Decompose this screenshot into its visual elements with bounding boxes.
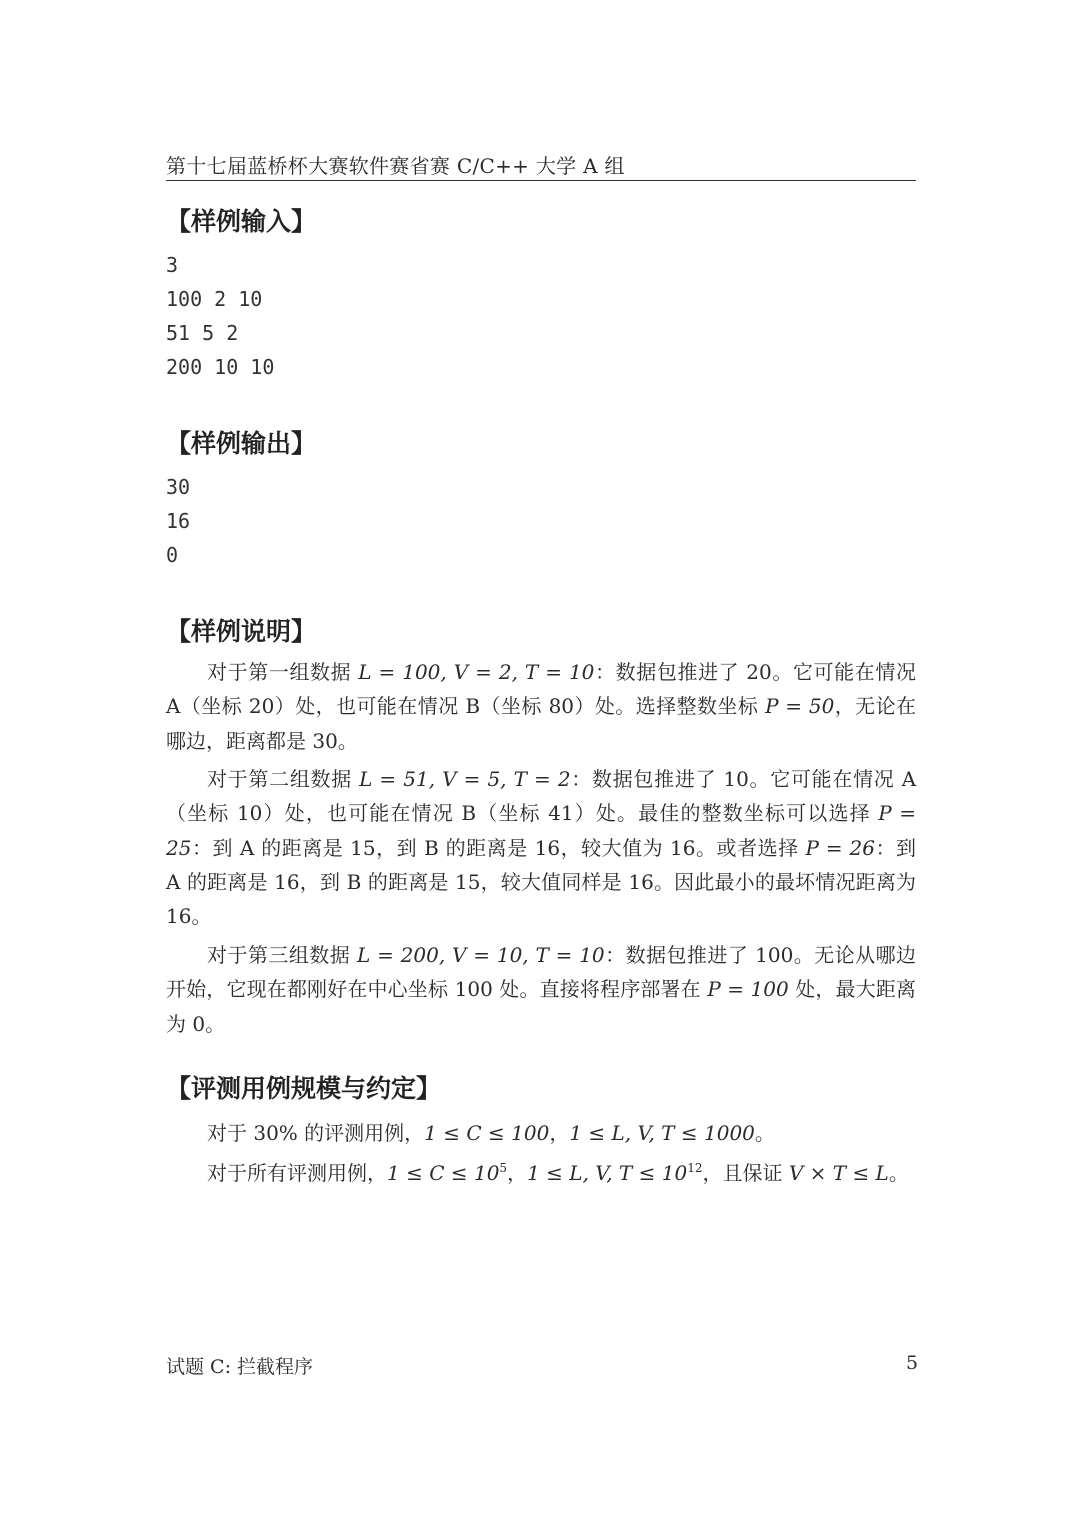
sample-input-heading: 【样例输入】 [166, 207, 317, 236]
sample-input-line: 51 5 2 [166, 321, 239, 345]
explanation-paragraph-2: 对于第二组数据 L = 51, V = 5, T = 2：数据包推进了 10。它可能在情况 A（坐标 10）处，也可能在情况 B（坐标 41）处。最佳的整数坐标可以选择 P = 25：到 A 的距离是 15，到 B 的距离是 16，较大值为 16。或者选择 P = 26：到 A 的距离是 16，到 B 的距离是 15，较大值同样是 16。因此最小的最坏情况距离为 16。 [166, 767, 917, 929]
sample-output-line: 0 [166, 543, 179, 567]
explanation-heading: 【样例说明】 [166, 617, 317, 646]
sample-input-line: 100 2 10 [166, 287, 263, 311]
explanation-paragraph-3: 对于第三组数据 L = 200, V = 10, T = 10：数据包推进了 100。无论从哪边开始，它现在都刚好在中心坐标 100 处。直接将程序部署在 P = 100 处，最大距离为 0。 [166, 943, 917, 1036]
page-number: 5 [906, 1352, 919, 1374]
constraint-line-1: 对于 30% 的评测用例，1 ≤ C ≤ 100，1 ≤ L, V, T ≤ 1000。 [207, 1121, 775, 1145]
sample-output-line: 16 [166, 509, 191, 533]
constraint-line-2: 对于所有评测用例，$1 \le C \le 10^5$，1 ≤ L, V, $T \le 10^{12}$，且保证 V × T ≤ L。 [207, 1161, 909, 1185]
constraints-heading: 【评测用例规模与约定】 [166, 1074, 442, 1103]
sample-output-line: 30 [166, 475, 191, 499]
sample-output-heading: 【样例输出】 [166, 429, 317, 458]
explanation-paragraph-1: 对于第一组数据 L = 100, V = 2, T = 10：数据包推进了 20。它可能在情况 A（坐标 20）处，也可能在情况 B（坐标 80）处。选择整数坐标 P = 50，无论在哪边，距离都是 30。 [166, 660, 916, 753]
sample-input-line: 200 10 10 [166, 355, 275, 379]
header-divider [166, 180, 916, 181]
sample-input-line: 3 [166, 253, 179, 277]
page-header-title: 第十七届蓝桥杯大赛软件赛省赛 C/C++ 大学 A 组 [166, 154, 625, 178]
footer-problem-title: 试题 C: 拦截程序 [166, 1356, 314, 1378]
